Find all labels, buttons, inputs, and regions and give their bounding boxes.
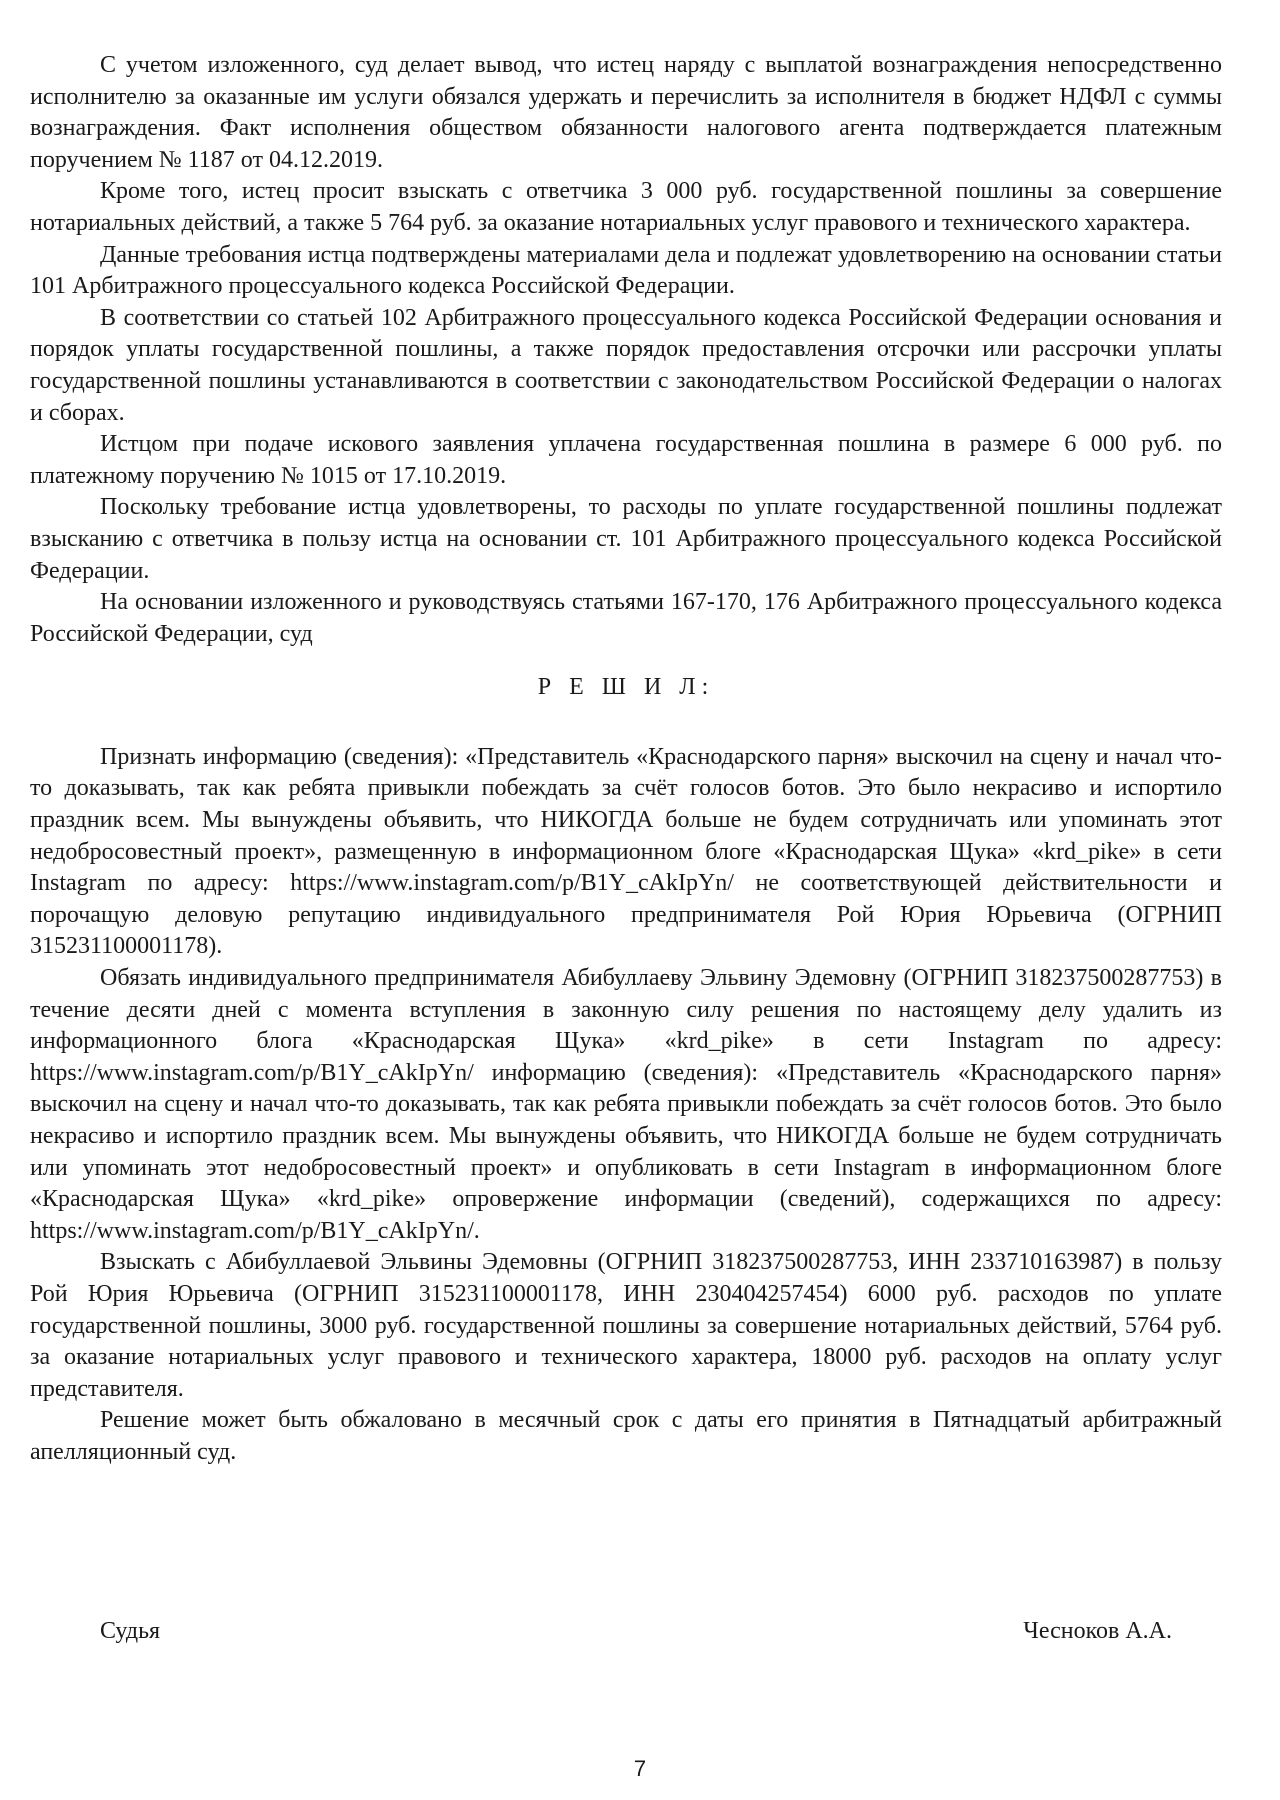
paragraph-costs-recovery: Поскольку требование истца удовлетворены, то расходы по уплате государственной пошлины подлежат взысканию с ответчика в пользу истца на основании ст. 101 Арбитражного процессуального кодекса Российской Федерации.: [30, 494, 1222, 584]
signature-role: Судья: [100, 1618, 161, 1644]
document-body: [30, 50, 1222, 1469]
page-number: 7: [633, 1756, 647, 1781]
paragraph-obligate-removal: Обязать индивидуального предпринимателя Абибуллаеву Эльвину Эдемовну (ОГРНИП 318237500287753) в течение десяти дней с момента вступления в законную силу решения по настоящему делу удалить из информационного блога «Краснодарская Щука» «krd_pike» в сети Instagram по адресу: https://www.instagram.com/p/B1Y_cAkIpYn/ информацию (сведения): «Представитель «Краснодарского парня» выскочил на сцену и начал что-то доказывать, так как ребята привыкли побеждать за счёт голосов ботов. Это было некрасиво и испортило праздник всем. Мы вынуждены объявить, что НИКОГДА больше не будем сотрудничать или упоминать этот недобросовестный проект» и опубликовать в сети Instagram в информационном блоге «Краснодарская Щука» «krd_pike» опровержение информации (сведений), содержащихся по адресу: https://www.instagram.com/p/B1Y_cAkIpYn/.: [30, 965, 1222, 1244]
paragraph-tax-agent: С учетом изложенного, суд делает вывод, что истец наряду с выплатой вознаграждения непосредственно исполнителю за оказанные им услуги обязался удержать и перечислить за исполнителя в бюджет НДФЛ с суммы вознаграждения. Факт исполнения обществом обязанности налогового агента подтверждается платежным поручением № 1187 от 04.12.2019.: [30, 52, 1222, 173]
paragraph-notary-fees: Кроме того, истец просит взыскать с ответчика 3 000 руб. государственной пошлины за совершение нотариальных действий, а также 5 764 руб. за оказание нотариальных услуг правового и технического характера.: [30, 178, 1222, 236]
paragraph-appeal: Решение может быть обжаловано в месячный срок с даты его принятия в Пятнадцатый арбитражный апелляционный суд.: [30, 1407, 1222, 1465]
decision-heading: Р Е Ш И Л:: [537, 674, 715, 701]
paragraph-claims-confirmed: Данные требования истца подтверждены материалами дела и подлежат удовлетворению на основании статьи 101 Арбитражного процессуального кодекса Российской Федерации.: [30, 241, 1222, 300]
paragraph-recover-costs: Взыскать с Абибуллаевой Эльвины Эдемовны (ОГРНИП 318237500287753, ИНН 233710163987) в пользу Рой Юрия Юрьевича (ОГРНИП 315231100001178, ИНН 230404257454) 6000 руб. расходов по уплате государственной пошлины, 3000 руб. государственной пошлины за совершение нотариальных действий, 5764 руб. за оказание нотариальных услуг правового и технического характера, 18000 руб. расходов на оплату услуг представителя.: [30, 1249, 1222, 1402]
paragraph-recognize-info: Признать информацию (сведения): «Представитель «Краснодарского парня» выскочил на сцену и начал что-то доказывать, так как ребята привыкли побеждать за счёт голосов ботов. Это было некрасиво и испортило праздник всем. Мы вынуждены объявить, что НИКОГДА больше не будем сотрудничать или упоминать этот недобросовестный проект», размещенную в информационном блоге «Краснодарская Щука» «krd_pike» в сети Instagram по адресу: https://www.instagram.com/p/B1Y_cAkIpYn/ не соответствующей действительности и порочащую деловую репутацию индивидуального предпринимателя Рой Юрия Юрьевича (ОГРНИП 315231100001178).: [30, 743, 1222, 960]
paragraph-court-basis: На основании изложенного и руководствуясь статьями 167-170, 176 Арбитражного процессуального кодекса Российской Федерации, суд: [30, 589, 1222, 647]
paragraph-duty-paid: Истцом при подаче искового заявления уплачена государственная пошлина в размере 6 000 руб. по платежному поручению № 1015 от 17.10.2019.: [30, 431, 1222, 489]
paragraph-article-102: В соответствии со статьей 102 Арбитражного процессуального кодекса Российской Федерации основания и порядок уплаты государственной пошлины, а также порядок предоставления отсрочки или рассрочки уплаты государственной пошлины устанавливаются в соответствии с законодательством Российской Федерации о налогах и сборах.: [30, 304, 1222, 426]
signature-name: Чесноков А.А.: [1023, 1618, 1172, 1644]
